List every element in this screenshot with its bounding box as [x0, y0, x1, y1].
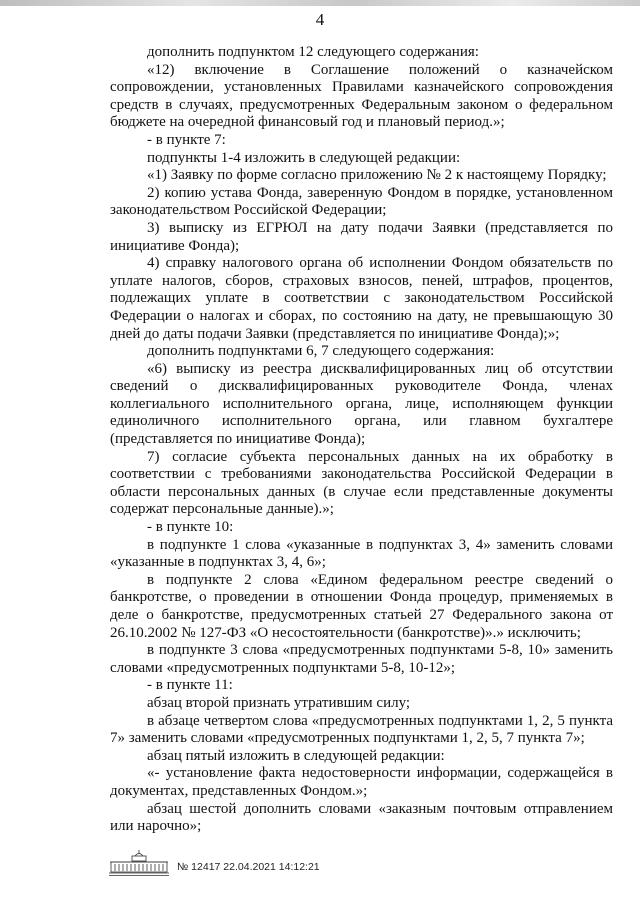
paragraph: - в пункте 7:	[147, 131, 226, 148]
paragraph: абзац пятый изложить в следующей редакции:	[147, 747, 445, 764]
paragraph: «12) включение в Соглашение положений о казначейском сопровождении, установленных Правилами казначейского сопровождения средств в случаях, предусмотренных Федеральным законом о федеральном бюджете на очередной финансовый год и плановый период.»;	[110, 61, 613, 131]
scan-edge-streak	[0, 0, 640, 6]
paragraph: - в пункте 11:	[147, 677, 233, 694]
paragraph: в абзаце четвертом слова «предусмотренных подпунктами 1, 2, 5 пункта 7» заменить словами «предусмотренных подпунктами 1, 2, 5, 7 пункта 7»;	[110, 712, 613, 747]
paragraph: в подпункте 1 слова «указанные в подпунктах 3, 4» заменить словами «указанные в подпунктах 3, 4, 6»;	[110, 536, 613, 571]
paragraph: 3) выписку из ЕГРЮЛ на дату подачи Заявки (представляется по инициативе Фонда);	[110, 219, 613, 254]
paragraph: подпункты 1-4 изложить в следующей редакции:	[147, 149, 461, 166]
building-emblem-icon	[108, 848, 170, 878]
paragraph: абзац второй признать утратившим силу;	[147, 694, 411, 711]
paragraph: 7) согласие субъекта персональных данных на их обработку в соответствии с требованиями законодательства Российской Федерации в области персональных данных (в случае если представленные документы содержат персональные данные).»;	[110, 448, 613, 518]
paragraph: в подпункте 3 слова «предусмотренных подпунктами 5-8, 10» заменить словами «предусмотренных подпунктами 5-8, 10-12»;	[110, 642, 613, 676]
paragraph: - в пункте 10:	[147, 519, 234, 536]
paragraph: абзац шестой дополнить словами «заказным почтовым отправлением или нарочно»;	[110, 800, 613, 835]
document-stamp: № 12417 22.04.2021 14:12:21	[177, 861, 320, 873]
paragraph: «- установление факта недостоверности информации, содержащейся в документах, представленных Фондом.»;	[110, 765, 613, 799]
document-body	[110, 44, 613, 836]
paragraph: дополнить подпунктом 12 следующего содержания:	[147, 44, 479, 60]
page-number: 4	[315, 10, 325, 29]
paragraph: 4) справку налогового органа об исполнении Фондом обязательств по уплате налогов, сборов, страховых взносов, пеней, штрафов, процентов, подлежащих уплате в соответствии с законодательством Российской Федерации о налогах и сборах, по состоянию на дату, не превышающую 30 дней до даты подачи Заявки (представляется по инициативе Фонда);»;	[110, 255, 613, 342]
paragraph: в подпункте 2 слова «Едином федеральном реестре сведений о банкротстве, о проведении в отношении Фонда процедур, применяемых в деле о банкротстве, предусмотренных статьей 27 Федерального закона от 26.10.2002 № 127-ФЗ «О несостоятельности (банкротстве)».» исключить;	[110, 571, 613, 641]
paragraph: «6) выписку из реестра дисквалифицированных лиц об отсутствии сведений о дисквалифицированных руководителе Фонда, членах коллегиального исполнительного органа, лице, исполняющем функции единоличного исполнительного органа, или главном бухгалтере (представляется по инициативе Фонда);	[110, 360, 613, 448]
paragraph: «1) Заявку по форме согласно приложению № 2 к настоящему Порядку;	[147, 167, 607, 184]
paragraph: 2) копию устава Фонда, заверенную Фондом в порядке, установленном законодательством Российской Федерации;	[110, 184, 613, 219]
paragraph: дополнить подпунктами 6, 7 следующего содержания:	[147, 343, 495, 360]
